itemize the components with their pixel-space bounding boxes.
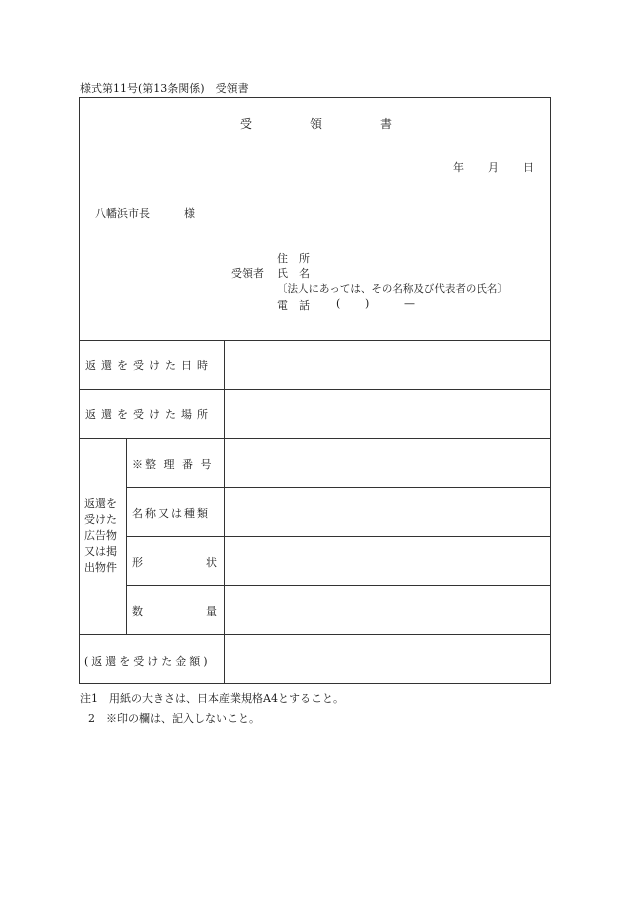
group-label-line: 受けた [84, 513, 117, 526]
date-line [453, 159, 534, 175]
reference-number-label: ※整 理 番 号 [132, 458, 214, 471]
corporation-note: 〔法人にあっては、その名称及び代表者の氏名〕 [277, 283, 508, 295]
group-label-line: 広告物 [84, 529, 117, 542]
phone-paren-close: ) [365, 297, 370, 310]
shape-label-right: 状 [206, 556, 217, 569]
phone-dash: — [404, 297, 415, 310]
recipient-label: 受領者 [231, 267, 264, 280]
document-title [240, 115, 392, 132]
shape-label-left: 形 [132, 556, 143, 569]
date-month: 月 [488, 161, 499, 174]
title-char: 領 [310, 117, 323, 131]
column-divider [224, 340, 225, 684]
note-2: 2 ※印の欄は、記入しないこと。 [88, 712, 260, 725]
quantity-label-right: 量 [206, 605, 217, 618]
name-label: 氏 名 [277, 267, 310, 280]
row-divider [79, 340, 551, 341]
address-label: 住 所 [277, 252, 310, 265]
title-char: 受 [240, 117, 253, 131]
addressee [95, 205, 195, 221]
name-or-type-label: 名称又は種類 [132, 507, 210, 520]
row-divider [79, 389, 551, 390]
row-divider [126, 585, 551, 586]
return-place-label: 返還を受けた場所 [85, 408, 213, 421]
quantity-label-left: 数 [132, 605, 143, 618]
group-label-line: 出物件 [84, 561, 117, 574]
returned-amount-label: (返還を受けた金額) [84, 655, 211, 668]
row-divider [126, 487, 551, 488]
row-divider [126, 536, 551, 537]
receipt-form-frame [79, 97, 551, 684]
group-label-line: 返還を [84, 497, 117, 510]
phone-paren-open: ( [336, 297, 341, 310]
addressee-honorific: 様 [184, 207, 195, 220]
form-caption: 様式第11号(第13条関係) 受領書 [80, 82, 249, 95]
date-day: 日 [523, 161, 534, 174]
column-divider [126, 438, 127, 634]
return-datetime-label: 返還を受けた日時 [85, 359, 213, 372]
note-1: 注1 用紙の大きさは、日本産業規格A4とすること。 [80, 692, 344, 705]
phone-label: 電 話 [277, 299, 310, 312]
group-label-line: 又は掲 [84, 545, 117, 558]
title-char: 書 [380, 117, 393, 131]
row-divider [79, 634, 551, 635]
returned-items-group-label [84, 496, 124, 576]
date-year: 年 [453, 161, 464, 174]
addressee-name: 八幡浜市長 [95, 207, 150, 220]
row-divider [79, 438, 551, 439]
